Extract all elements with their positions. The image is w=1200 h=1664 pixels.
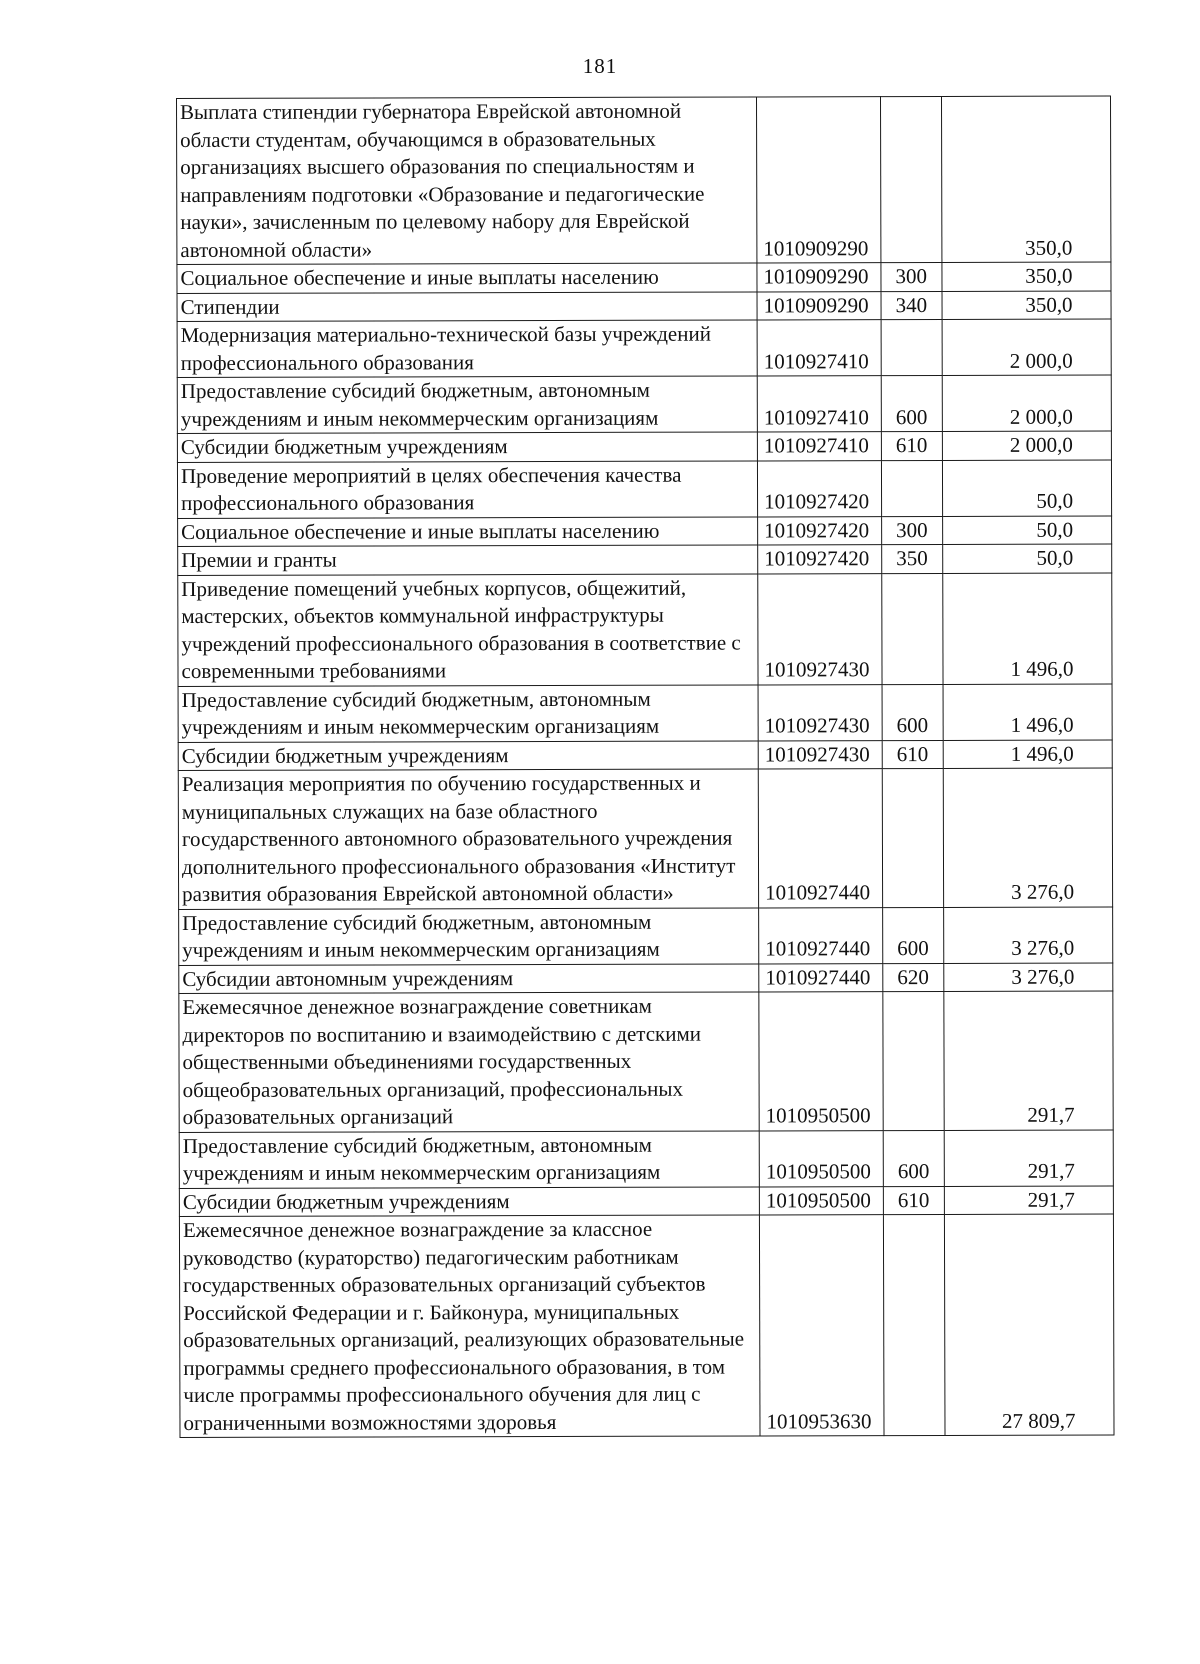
table-row — [178, 740, 1112, 771]
row-amount-cell: 2 000,0 — [942, 375, 1111, 431]
row-expense-type-cell: 620 — [883, 963, 944, 992]
row-code-cell: 1010927430 — [758, 573, 882, 684]
row-code-cell: 1010909290 — [757, 263, 881, 292]
row-amount-cell: 1 496,0 — [943, 684, 1112, 740]
table-row — [179, 1186, 1113, 1217]
row-name-cell: Приведение помещений учебных корпусов, общежитий, мастерских, объектов коммунальной инфраструктуры учреждений профессионального образования в соответствие с современными требованиями — [178, 573, 758, 686]
row-code-cell: 1010909290 — [756, 97, 880, 263]
row-expense-type-cell — [882, 768, 943, 907]
row-name-cell: Ежемесячное денежное вознаграждение за классное руководство (кураторство) педагогическим работникам государственных образовательных организаций субъектов Российской Федерации и г. Байконура, муниципальных образовательных организаций, реализующих образовательные программы среднего профессионального образования, в том числе программы профессионального обучения для лиц с ограниченными возможностями здоровья — [179, 1215, 760, 1438]
row-code-cell: 1010927440 — [758, 769, 882, 908]
row-name-cell: Премии и гранты — [178, 545, 758, 575]
row-amount-cell: 50,0 — [943, 516, 1112, 545]
row-expense-type-cell: 300 — [882, 516, 943, 545]
row-amount-cell: 291,7 — [944, 1186, 1113, 1215]
page-number: 181 — [582, 54, 618, 78]
row-code-cell: 1010927420 — [758, 545, 882, 574]
row-amount-cell: 3 276,0 — [944, 907, 1113, 963]
row-amount-cell: 2 000,0 — [942, 431, 1111, 460]
table-row — [179, 963, 1113, 994]
row-expense-type-cell: 300 — [881, 262, 942, 291]
table-row — [178, 516, 1112, 547]
row-name-cell: Выплата стипендии губернатора Еврейской автономной области студентам, обучающимся в образовательных организациях высшего образования по специальностям и направлениям подготовки «Образование и педагогические науки», зачисленным по целевому набору для Еврейской автономной области» — [177, 97, 757, 265]
row-name-cell: Субсидии автономным учреждениям — [179, 963, 759, 993]
row-amount-cell: 350,0 — [942, 291, 1111, 320]
row-name-cell: Субсидии бюджетным учреждениям — [177, 432, 757, 462]
row-expense-type-cell: 600 — [882, 684, 943, 740]
row-name-cell: Предоставление субсидий бюджетным, автономным учреждениям и иным некоммерческим организациям — [178, 684, 758, 742]
row-code-cell: 1010927410 — [757, 320, 881, 376]
row-code-cell: 1010927410 — [757, 432, 881, 461]
row-name-cell: Субсидии бюджетным учреждениям — [179, 1186, 759, 1216]
row-name-cell: Ежемесячное денежное вознаграждение советникам директоров по воспитанию и взаимодействию с детскими общественными объединениями государственных общеобразовательных организаций, профессиональных образовательных организаций — [179, 992, 759, 1132]
table-row — [178, 573, 1112, 686]
row-amount-cell: 350,0 — [941, 96, 1110, 262]
row-code-cell: 1010927430 — [758, 740, 882, 769]
row-expense-type-cell: 600 — [883, 907, 944, 963]
row-expense-type-cell — [881, 460, 942, 516]
row-amount-cell: 1 496,0 — [943, 740, 1112, 769]
row-code-cell: 1010950500 — [759, 1130, 883, 1186]
table-row — [178, 684, 1112, 742]
row-expense-type-cell: 610 — [881, 431, 942, 460]
budget-table — [176, 96, 1115, 1438]
row-name-cell: Предоставление субсидий бюджетным, автономным учреждениям и иным некоммерческим организациям — [179, 907, 759, 965]
table-row — [177, 96, 1111, 264]
table-row — [179, 1214, 1114, 1437]
row-amount-cell: 2 000,0 — [942, 319, 1111, 375]
row-code-cell: 1010927420 — [758, 516, 882, 545]
row-expense-type-cell: 600 — [881, 375, 942, 431]
row-name-cell: Субсидии бюджетным учреждениям — [178, 740, 758, 770]
row-code-cell: 1010927440 — [759, 907, 883, 963]
row-amount-cell: 3 276,0 — [944, 963, 1113, 992]
row-code-cell: 1010927440 — [759, 963, 883, 992]
row-expense-type-cell: 340 — [881, 291, 942, 320]
row-name-cell: Проведение мероприятий в целях обеспечения качества профессионального образования — [177, 460, 757, 518]
row-expense-type-cell — [880, 96, 941, 262]
table-row — [177, 460, 1111, 518]
row-name-cell: Предоставление субсидий бюджетным, автономным учреждениям и иным некоммерческим организациям — [179, 1130, 759, 1188]
row-code-cell: 1010950500 — [759, 992, 883, 1131]
row-expense-type-cell: 610 — [882, 740, 943, 769]
row-expense-type-cell — [883, 991, 944, 1130]
row-amount-cell: 291,7 — [944, 991, 1113, 1130]
table-body — [177, 96, 1115, 1437]
row-amount-cell: 1 496,0 — [943, 573, 1112, 684]
table-row — [177, 375, 1111, 433]
table-row — [179, 907, 1113, 965]
table-row — [177, 431, 1111, 462]
row-name-cell: Реализация мероприятия по обучению государственных и муниципальных служащих на базе областного государственного автономного образовательного учреждения дополнительного профессионального образования «Институт развития образования Еврейской автономной области» — [178, 769, 758, 909]
row-amount-cell: 50,0 — [942, 460, 1111, 516]
table-row — [178, 544, 1112, 575]
row-code-cell: 1010927420 — [757, 460, 881, 516]
row-expense-type-cell: 600 — [883, 1130, 944, 1186]
table-row — [177, 262, 1111, 293]
row-code-cell: 1010927410 — [757, 376, 881, 432]
table-row — [177, 291, 1111, 322]
row-code-cell: 1010909290 — [757, 291, 881, 320]
row-code-cell: 1010953630 — [759, 1215, 884, 1436]
row-name-cell: Социальное обеспечение и иные выплаты населению — [178, 516, 758, 546]
row-code-cell: 1010927430 — [758, 684, 882, 740]
row-name-cell: Предоставление субсидий бюджетным, автономным учреждениям и иным некоммерческим организациям — [177, 376, 757, 434]
table-row — [178, 768, 1112, 909]
row-amount-cell: 291,7 — [944, 1130, 1113, 1186]
row-code-cell: 1010950500 — [759, 1186, 883, 1215]
table-row — [177, 319, 1111, 377]
row-name-cell: Модернизация материально-технической базы учреждений профессионального образования — [177, 320, 757, 378]
row-name-cell: Социальное обеспечение и иные выплаты населению — [177, 263, 757, 293]
row-expense-type-cell: 610 — [883, 1186, 944, 1215]
row-amount-cell: 350,0 — [942, 262, 1111, 291]
row-expense-type-cell — [883, 1214, 945, 1435]
row-amount-cell: 3 276,0 — [943, 768, 1112, 907]
row-expense-type-cell — [882, 573, 943, 684]
row-amount-cell: 27 809,7 — [944, 1214, 1114, 1435]
row-amount-cell: 50,0 — [943, 544, 1112, 573]
table-row — [179, 991, 1113, 1132]
row-name-cell: Стипендии — [177, 291, 757, 321]
table-row — [179, 1130, 1113, 1188]
row-expense-type-cell: 350 — [882, 544, 943, 573]
row-expense-type-cell — [881, 319, 942, 375]
